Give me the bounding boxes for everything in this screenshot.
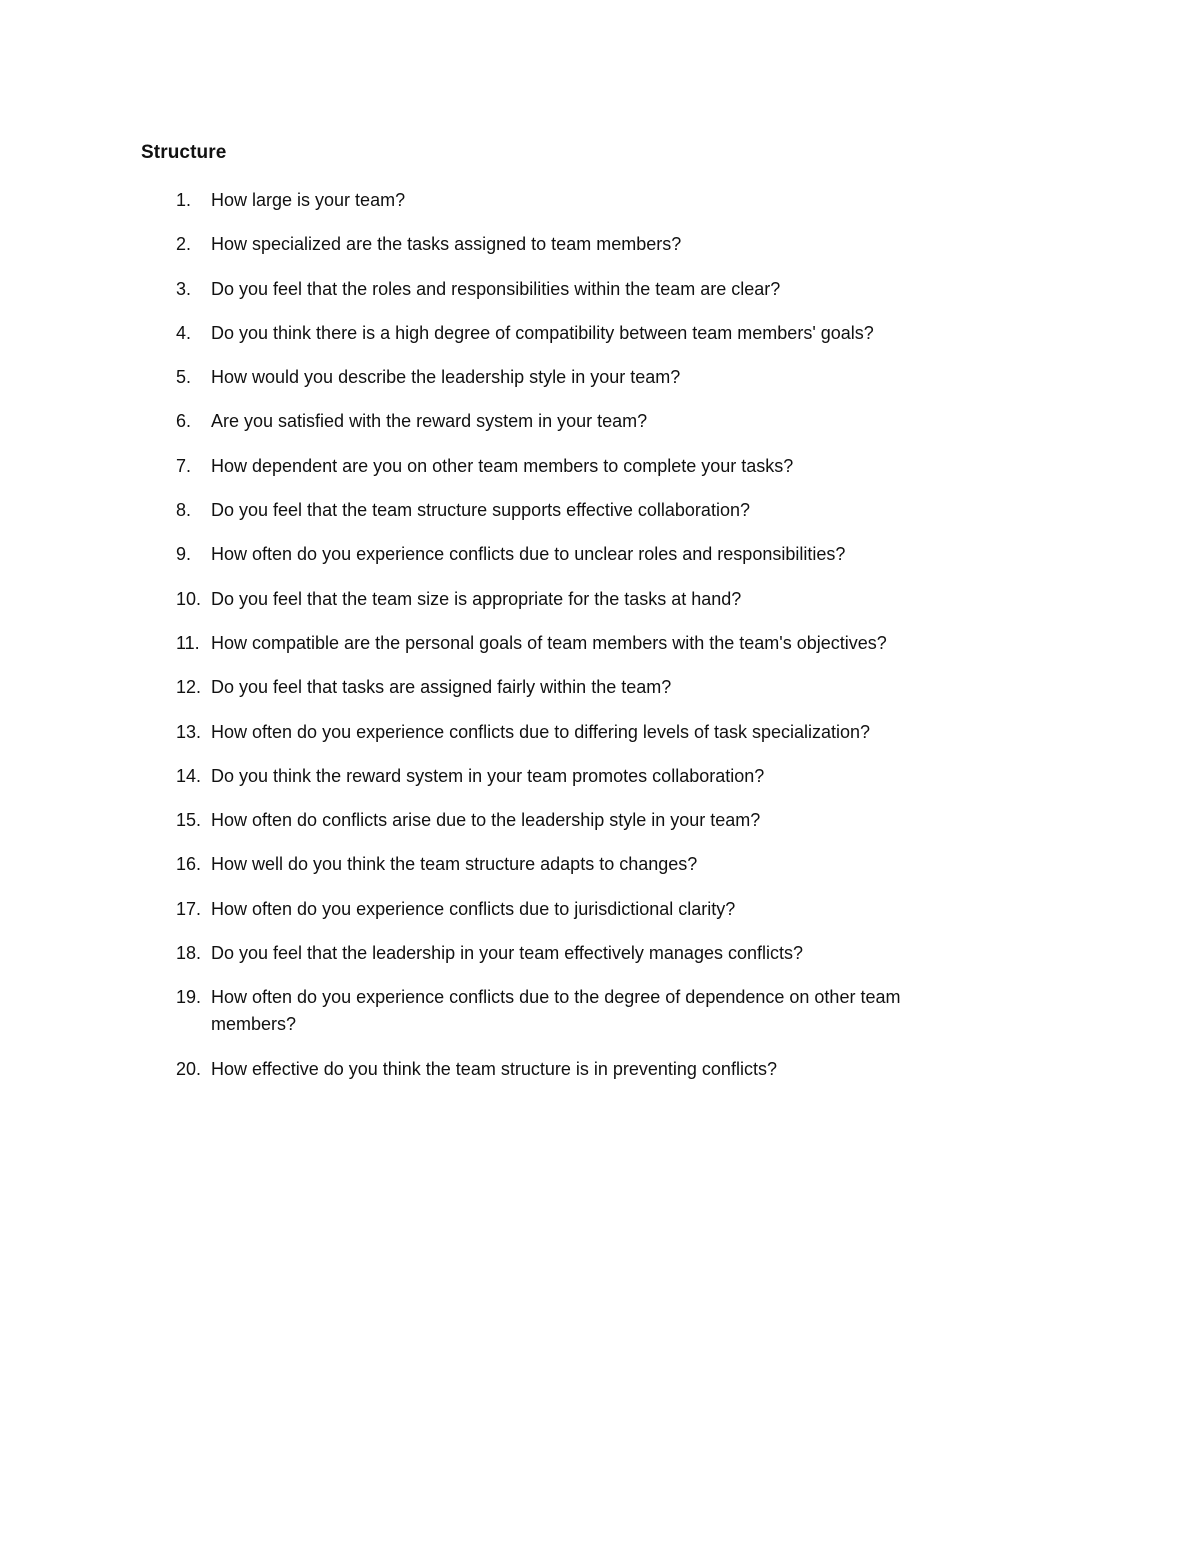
section-title: Structure bbox=[141, 142, 227, 163]
question-number: 9. bbox=[176, 544, 192, 565]
question-text: Do you feel that the team size is appropriate for the tasks at hand? bbox=[211, 588, 742, 609]
question-text: How often do you experience conflicts due to jurisdictional clarity? bbox=[211, 898, 736, 919]
question-number: 6. bbox=[176, 411, 192, 432]
question-item bbox=[0, 187, 1200, 214]
question-text: How would you describe the leadership style in your team? bbox=[211, 367, 681, 388]
question-item bbox=[0, 276, 1200, 303]
question-text: How well do you think the team structure adapts to changes? bbox=[211, 854, 698, 875]
question-number: 11. bbox=[176, 632, 200, 653]
question-text: How effective do you think the team structure is in preventing conflicts? bbox=[211, 1058, 777, 1079]
question-text: How often do conflicts arise due to the leadership style in your team? bbox=[211, 810, 761, 831]
question-item bbox=[0, 408, 1200, 435]
question-item bbox=[0, 1056, 1200, 1083]
question-number: 18. bbox=[176, 943, 202, 964]
question-number: 8. bbox=[176, 500, 192, 521]
question-item bbox=[0, 896, 1200, 923]
question-list bbox=[0, 187, 1200, 1100]
question-item bbox=[0, 763, 1200, 790]
question-text: Do you feel that the leadership in your team effectively manages conflicts? bbox=[211, 943, 803, 964]
question-number: 14. bbox=[176, 765, 202, 786]
question-number: 15. bbox=[176, 810, 202, 831]
question-item bbox=[0, 851, 1200, 878]
question-item bbox=[0, 719, 1200, 746]
question-item bbox=[0, 807, 1200, 834]
question-item bbox=[0, 497, 1200, 524]
question-number: 17. bbox=[176, 898, 202, 919]
question-text: How often do you experience conflicts due to differing levels of task specialization? bbox=[211, 721, 871, 742]
question-number: 2. bbox=[176, 234, 192, 255]
question-text: Do you think the reward system in your team promotes collaboration? bbox=[211, 765, 765, 786]
question-text: How large is your team? bbox=[211, 190, 406, 210]
question-text: Are you satisfied with the reward system in your team? bbox=[211, 411, 648, 432]
question-item bbox=[0, 586, 1200, 613]
question-item bbox=[0, 231, 1200, 258]
question-number: 3. bbox=[176, 278, 192, 299]
question-item bbox=[0, 984, 1200, 1038]
question-number: 19. bbox=[176, 987, 202, 1008]
question-item bbox=[0, 541, 1200, 568]
question-item bbox=[0, 674, 1200, 701]
question-text: How often do you experience conflicts due to unclear roles and responsibilities? bbox=[211, 544, 846, 565]
question-text: How dependent are you on other team members to complete your tasks? bbox=[211, 455, 794, 476]
question-number: 7. bbox=[176, 455, 192, 476]
question-item bbox=[0, 630, 1200, 657]
question-number: 16. bbox=[176, 854, 202, 875]
question-text: Do you feel that the team structure supports effective collaboration? bbox=[211, 500, 750, 521]
question-number: 13. bbox=[176, 721, 202, 742]
question-item bbox=[0, 364, 1200, 391]
question-text: Do you think there is a high degree of compatibility between team members' goals? bbox=[211, 322, 874, 343]
question-text: How compatible are the personal goals of team members with the team's objectives? bbox=[211, 632, 887, 653]
question-number: 5. bbox=[176, 367, 192, 388]
question-number: 1. bbox=[176, 190, 192, 210]
question-text: Do you feel that the roles and responsibilities within the team are clear? bbox=[211, 278, 781, 299]
question-number: 4. bbox=[176, 322, 192, 343]
question-item bbox=[0, 453, 1200, 480]
question-text: How often do you experience conflicts due to the degree of dependence on other team members? bbox=[211, 987, 901, 1035]
question-text: How specialized are the tasks assigned to team members? bbox=[211, 234, 682, 255]
question-text: Do you feel that tasks are assigned fairly within the team? bbox=[211, 677, 672, 698]
question-item bbox=[0, 940, 1200, 967]
question-number: 10. bbox=[176, 588, 202, 609]
question-number: 12. bbox=[176, 677, 202, 698]
question-item bbox=[0, 320, 1200, 347]
question-number: 20. bbox=[176, 1058, 202, 1079]
